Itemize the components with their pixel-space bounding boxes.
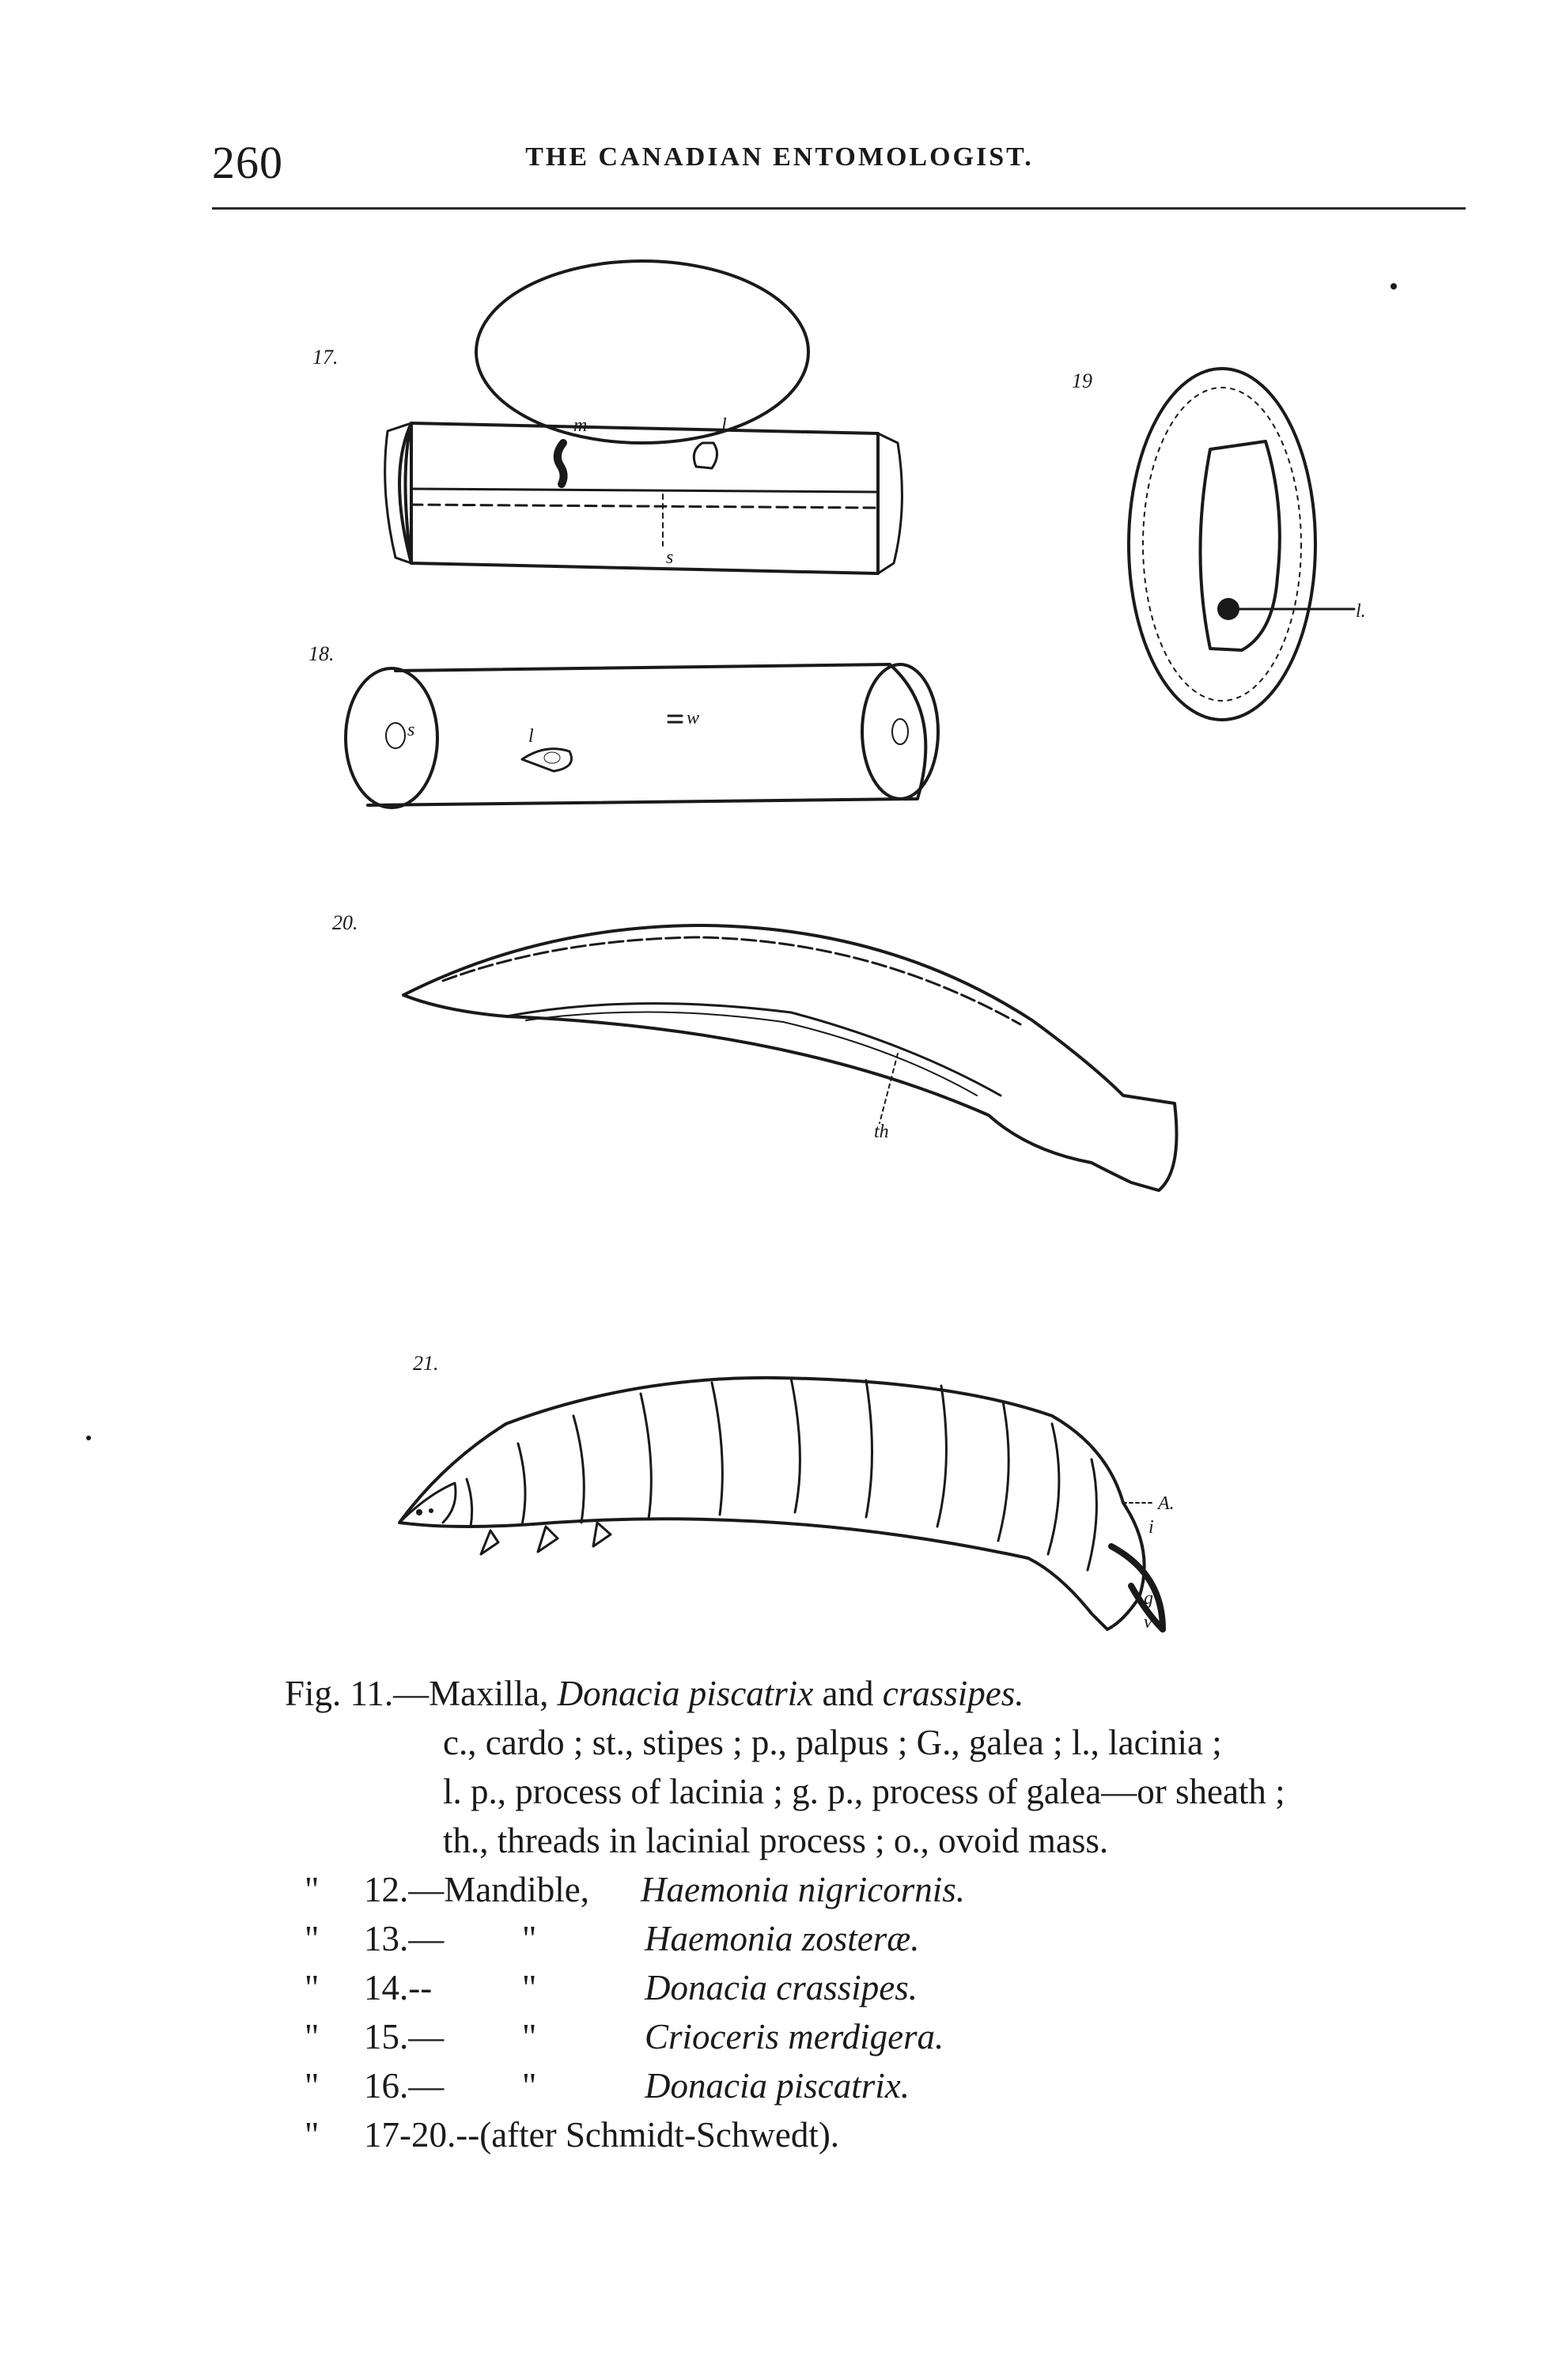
caption-species-1: Donacia piscatrix bbox=[557, 1674, 814, 1713]
caption-item-number: 13.— bbox=[364, 1919, 445, 1958]
figure-21-leg bbox=[538, 1527, 558, 1552]
figure-19-outer-hatch bbox=[1143, 388, 1301, 701]
figure-20-label-th: th bbox=[874, 1122, 889, 1142]
figure-21-segment bbox=[866, 1380, 872, 1517]
figure-21-eye bbox=[416, 1509, 422, 1515]
caption-item-last bbox=[285, 2110, 1487, 2159]
ditto-mark: " bbox=[305, 2017, 320, 2056]
figure-20-pointer bbox=[880, 1054, 898, 1123]
figure-17-band-top bbox=[411, 489, 878, 492]
figure-21 bbox=[399, 1352, 1175, 1633]
caption-fig-prefix: Fig. 11.—Maxilla, bbox=[285, 1674, 558, 1713]
figure-17-thread-l bbox=[694, 443, 717, 468]
caption-line-1 bbox=[285, 1669, 1487, 1718]
figure-17-thread-m bbox=[558, 443, 564, 484]
ditto-mark: " bbox=[305, 1919, 320, 1958]
figure-21-label-g: g bbox=[1144, 1588, 1153, 1609]
figure-21-segment bbox=[712, 1383, 722, 1515]
ditto-mark: " bbox=[522, 1919, 537, 1958]
figure-21-segment bbox=[1048, 1424, 1059, 1554]
caption-item-species: Donacia crassipes. bbox=[645, 1968, 918, 2007]
caption-item-species: Crioceris merdigera. bbox=[645, 2017, 944, 2056]
caption-species-2: crassipes. bbox=[882, 1674, 1024, 1713]
figure-17-number: 17. bbox=[312, 346, 339, 369]
figure-20-inner-curve bbox=[506, 1004, 1001, 1095]
speck bbox=[86, 1436, 91, 1440]
figure-17-tube bbox=[411, 423, 878, 573]
caption-item bbox=[285, 2012, 1487, 2061]
speck bbox=[1391, 283, 1397, 289]
figure-17-ovoid-mass bbox=[476, 261, 808, 443]
figure-18-label-w: w bbox=[687, 708, 700, 728]
figure-19-outer bbox=[1129, 369, 1315, 720]
figure-18-right-hole bbox=[892, 719, 908, 744]
figure-21-eye bbox=[429, 1508, 433, 1513]
figure-17-label-l: l bbox=[721, 415, 727, 436]
caption-item bbox=[285, 1914, 1487, 1963]
ditto-mark: " bbox=[305, 2115, 320, 2155]
figure-21-label-a: A. bbox=[1158, 1493, 1175, 1514]
figure-21-segment bbox=[573, 1416, 584, 1523]
caption-item bbox=[285, 2061, 1487, 2110]
figure-17-band-bottom bbox=[411, 505, 878, 508]
figure-21-segment bbox=[641, 1394, 651, 1519]
caption-item bbox=[285, 1865, 1487, 1914]
figure-19-inner bbox=[1201, 441, 1280, 650]
figure-19-number: 19 bbox=[1072, 369, 1092, 392]
running-head: THE CANADIAN ENTOMOLOGIST. bbox=[525, 142, 1034, 172]
figure-18 bbox=[308, 642, 938, 808]
ditto-mark: " bbox=[522, 2066, 537, 2106]
ditto-mark: " bbox=[305, 2066, 320, 2106]
figure-21-segment bbox=[998, 1402, 1008, 1541]
figure-21-larva-body bbox=[399, 1378, 1145, 1629]
figure-caption bbox=[285, 1669, 1487, 2159]
caption-item-number: 12.—Mandible, bbox=[364, 1870, 589, 1909]
caption-line-2 bbox=[285, 1718, 1487, 1767]
caption-item-number: 14.-- bbox=[364, 1968, 433, 2007]
figure-21-number: 21. bbox=[413, 1352, 439, 1375]
figure-17-right-hatch bbox=[878, 433, 902, 573]
caption-item-number: 15.— bbox=[364, 2017, 445, 2056]
figure-21-segment bbox=[791, 1378, 800, 1512]
figure-17-left-end bbox=[399, 423, 411, 563]
caption-line-4 bbox=[285, 1816, 1487, 1865]
caption-attribution: 17-20.--(after Schmidt-Schwedt). bbox=[364, 2115, 840, 2155]
ditto-mark: " bbox=[522, 2017, 537, 2056]
figure-18-lacinia-dot bbox=[544, 752, 560, 763]
figure-20 bbox=[332, 911, 1177, 1190]
figure-18-label-s: s bbox=[407, 720, 415, 740]
figure-21-label-i: i bbox=[1148, 1517, 1154, 1538]
figure-19-label-l: l. bbox=[1356, 601, 1366, 622]
figure-18-left-hole bbox=[386, 723, 405, 748]
figure-21-leg bbox=[593, 1523, 611, 1546]
caption-and: and bbox=[813, 1674, 883, 1713]
figure-18-left-end bbox=[346, 668, 437, 808]
figure-21-segment bbox=[1088, 1459, 1096, 1570]
figure-21-spine bbox=[1111, 1546, 1163, 1629]
page-number: 260 bbox=[212, 137, 283, 188]
caption-item-species: Donacia piscatrix. bbox=[645, 2066, 910, 2106]
figure-17-label-m: m bbox=[573, 415, 588, 436]
ditto-mark: " bbox=[522, 1968, 537, 2007]
figure-20-mandible-outline bbox=[403, 925, 1177, 1190]
figure-20-number: 20. bbox=[332, 911, 358, 934]
figure-18-tube-body bbox=[368, 664, 925, 805]
caption-line-3 bbox=[285, 1767, 1487, 1816]
figure-21-label-v: v bbox=[1144, 1612, 1152, 1633]
caption-legend-text: th., threads in lacinial process ; o., ovoid mass. bbox=[443, 1821, 1109, 1860]
figure-19-lacinia bbox=[1217, 598, 1239, 620]
caption-item-number: 16.— bbox=[364, 2066, 445, 2106]
caption-item-species: Haemonia zosteræ. bbox=[645, 1919, 920, 1958]
figure-18-right-end bbox=[862, 664, 938, 799]
figure-18-lacinia bbox=[522, 749, 572, 771]
figure-21-leg bbox=[481, 1531, 498, 1554]
caption-legend-text: c., cardo ; st., stipes ; p., palpus ; G., galea ; l., lacinia ; bbox=[443, 1723, 1222, 1762]
figure-17-label-s: s bbox=[666, 547, 674, 568]
figure-21-segment bbox=[467, 1479, 472, 1527]
caption-item-species: Haemonia nigricornis. bbox=[641, 1870, 965, 1909]
ditto-mark: " bbox=[305, 1870, 320, 1909]
figure-21-segment bbox=[937, 1386, 946, 1527]
figure-21-segment bbox=[518, 1444, 525, 1525]
ditto-mark: " bbox=[305, 1968, 320, 2007]
figure-19 bbox=[1072, 369, 1366, 720]
figure-17 bbox=[312, 261, 902, 573]
figure-18-number: 18. bbox=[308, 642, 335, 665]
caption-legend-text: l. p., process of lacinia ; g. p., process of galea—or sheath ; bbox=[443, 1772, 1285, 1811]
figure-18-label-l: l bbox=[528, 726, 534, 747]
caption-item bbox=[285, 1963, 1487, 2012]
